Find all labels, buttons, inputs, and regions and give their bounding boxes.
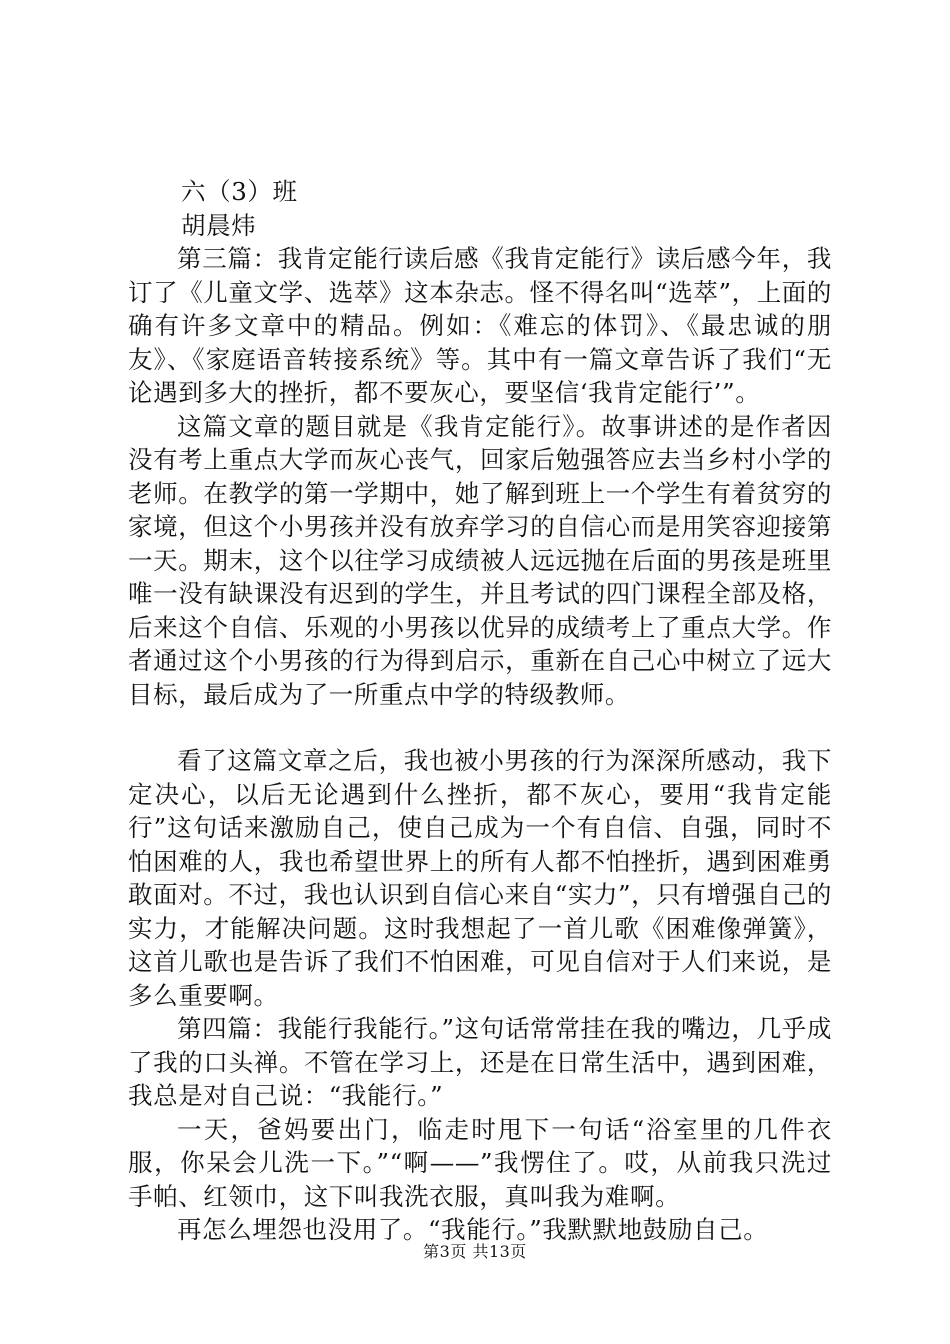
paragraph-essay-four-intro: 第四篇：我能行我能行。”这句话常常挂在我的嘴边，几乎成了我的口头禅。不管在学习上，还是在日常生活中，遇到困难，我总是对自己说：“我能行。” (128, 1014, 832, 1110)
paragraph-reflection: 看了这篇文章之后，我也被小男孩的行为深深所感动，我下定决心，以后无论遇到什么挫折，都不灰心，要用“我肯定能行”这句话来激励自己，使自己成为一个有自信、自强，同时不怕困难的人，我也希望世界上的所有人都不怕挫折，遇到困难勇敢面对。不过，我也认识到自信心来自“实力”，只有增强自己的实力，才能解决问题。这时我想起了一首儿歌《困难像弹簧》，这首儿歌也是告诉了我们不怕困难，可见自信对于人们来说，是多么重要啊。 (128, 746, 832, 1010)
page-number-footer: 第3页 共13页 (423, 1242, 527, 1261)
paragraph-story-summary: 这篇文章的题目就是《我肯定能行》。故事讲述的是作者因没有考上重点大学而灰心丧气，回家后勉强答应去当乡村小学的老师。在教学的第一学期中，她了解到班上一个学生有着贫穷的家境，但这个小男孩并没有放弃学习的自信心而是用笑容迎接第一天。期末，这个以往学习成绩被人远远抛在后面的男孩是班里唯一没有缺课没有迟到的学生，并且考试的四门课程全部及格，后来这个自信、乐观的小男孩以优异的成绩考上了重点大学。作者通过这个小男孩的行为得到启示，重新在自己心中树立了远大目标，最后成为了一所重点中学的特级教师。 (128, 411, 832, 709)
paragraph-laundry-story: 一天，爸妈要出门，临走时甩下一句话“浴室里的几件衣服，你呆会儿洗一下。”“啊——”我愣住了。哎，从前我只洗过手帕、红领巾，这下叫我洗衣服，真叫我为难啊。 (128, 1114, 832, 1211)
author-name: 胡晨炜 (181, 210, 257, 240)
document-body (128, 175, 832, 1247)
paragraph-essay-three-intro: 第三篇：我肯定能行读后感《我肯定能行》读后感今年，我订了《儿童文学、选萃》这本杂志。怪不得名叫“选萃”，上面的确有许多文章中的精品。例如：《难忘的体罚》、《最忠诚的朋友》、《家庭语音转接系统》等。其中有一篇文章告诉了我们“无论遇到多大的挫折，都不要灰心，要坚信‘我肯定能行’”。 (128, 244, 832, 407)
paragraph-self-encouragement: 再怎么埋怨也没用了。“我能行。”我默默地鼓励自己。 (177, 1215, 769, 1244)
class-label: 六（3）班 (181, 177, 298, 206)
